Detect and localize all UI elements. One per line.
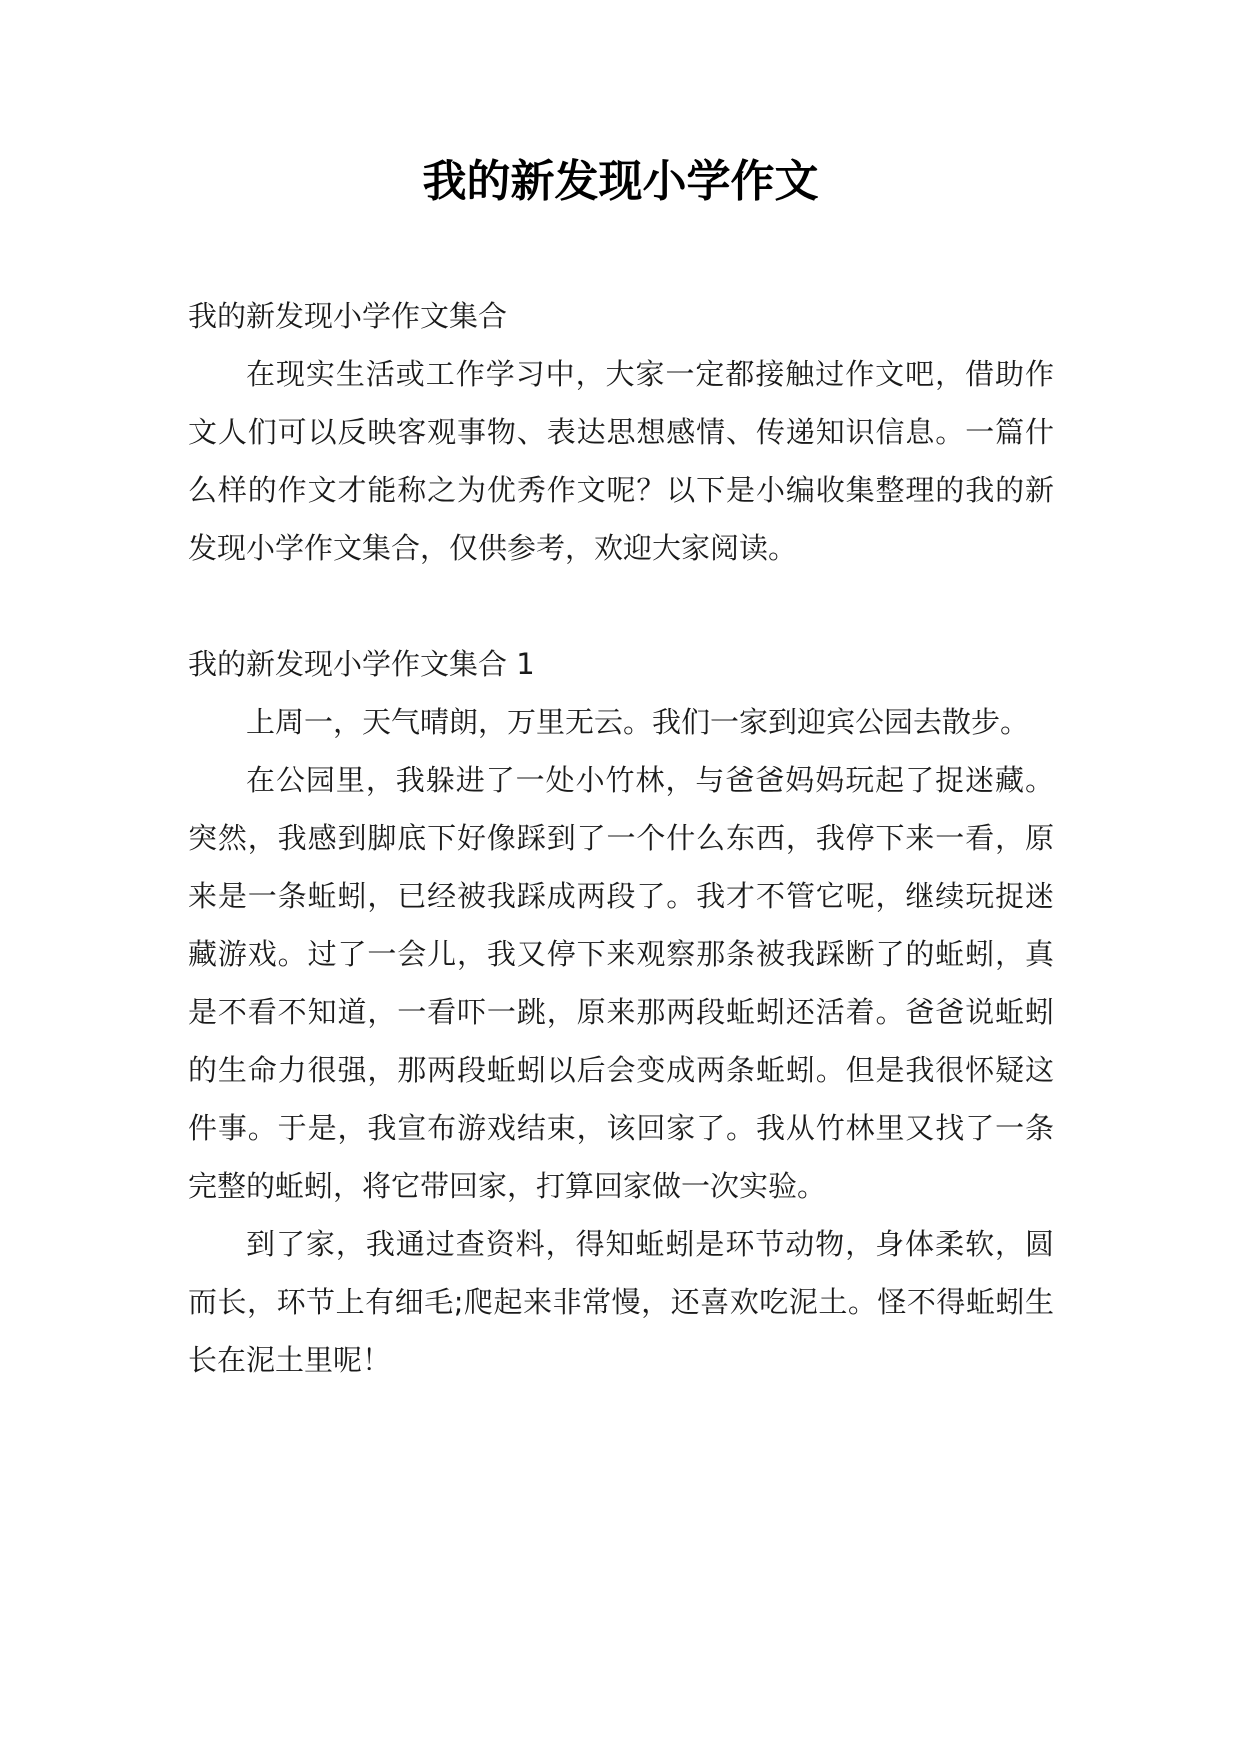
section1-paragraph: 到了家，我通过查资料，得知蚯蚓是环节动物，身体柔软，圆而长，环节上有细毛;爬起来非常慢，还喜欢吃泥土。怪不得蚯蚓生长在泥土里呢！ <box>188 1227 1054 1377</box>
document-title: 我的新发现小学作文 <box>422 156 819 207</box>
section-spacer <box>188 577 1054 635</box>
intro-heading: 我的新发现小学作文集合 <box>188 299 508 333</box>
intro-paragraph: 在现实生活或工作学习中，大家一定都接触过作文吧，借助作文人们可以反映客观事物、表达思想感情、传递知识信息。一篇什么样的作文才能称之为优秀作文呢？以下是小编收集整理的我的新发现小学作文集合，仅供参考，欢迎大家阅读。 <box>188 357 1054 565</box>
section1-heading: 我的新发现小学作文集合 1 <box>188 647 535 681</box>
section1-paragraph: 上周一，天气晴朗，万里无云。我们一家到迎宾公园去散步。 <box>246 705 1030 739</box>
document-body <box>188 287 1054 1389</box>
section1-paragraph: 在公园里，我躲进了一处小竹林，与爸爸妈妈玩起了捉迷藏。突然，我感到脚底下好像踩到了一个什么东西，我停下来一看，原来是一条蚯蚓，已经被我踩成两段了。我才不管它呢，继续玩捉迷藏游戏。过了一会儿，我又停下来观察那条被我踩断了的蚯蚓，真是不看不知道，一看吓一跳，原来那两段蚯蚓还活着。爸爸说蚯蚓的生命力很强，那两段蚯蚓以后会变成两条蚯蚓。但是我很怀疑这件事。于是，我宣布游戏结束，该回家了。我从竹林里又找了一条完整的蚯蚓，将它带回家，打算回家做一次实验。 <box>188 763 1054 1203</box>
